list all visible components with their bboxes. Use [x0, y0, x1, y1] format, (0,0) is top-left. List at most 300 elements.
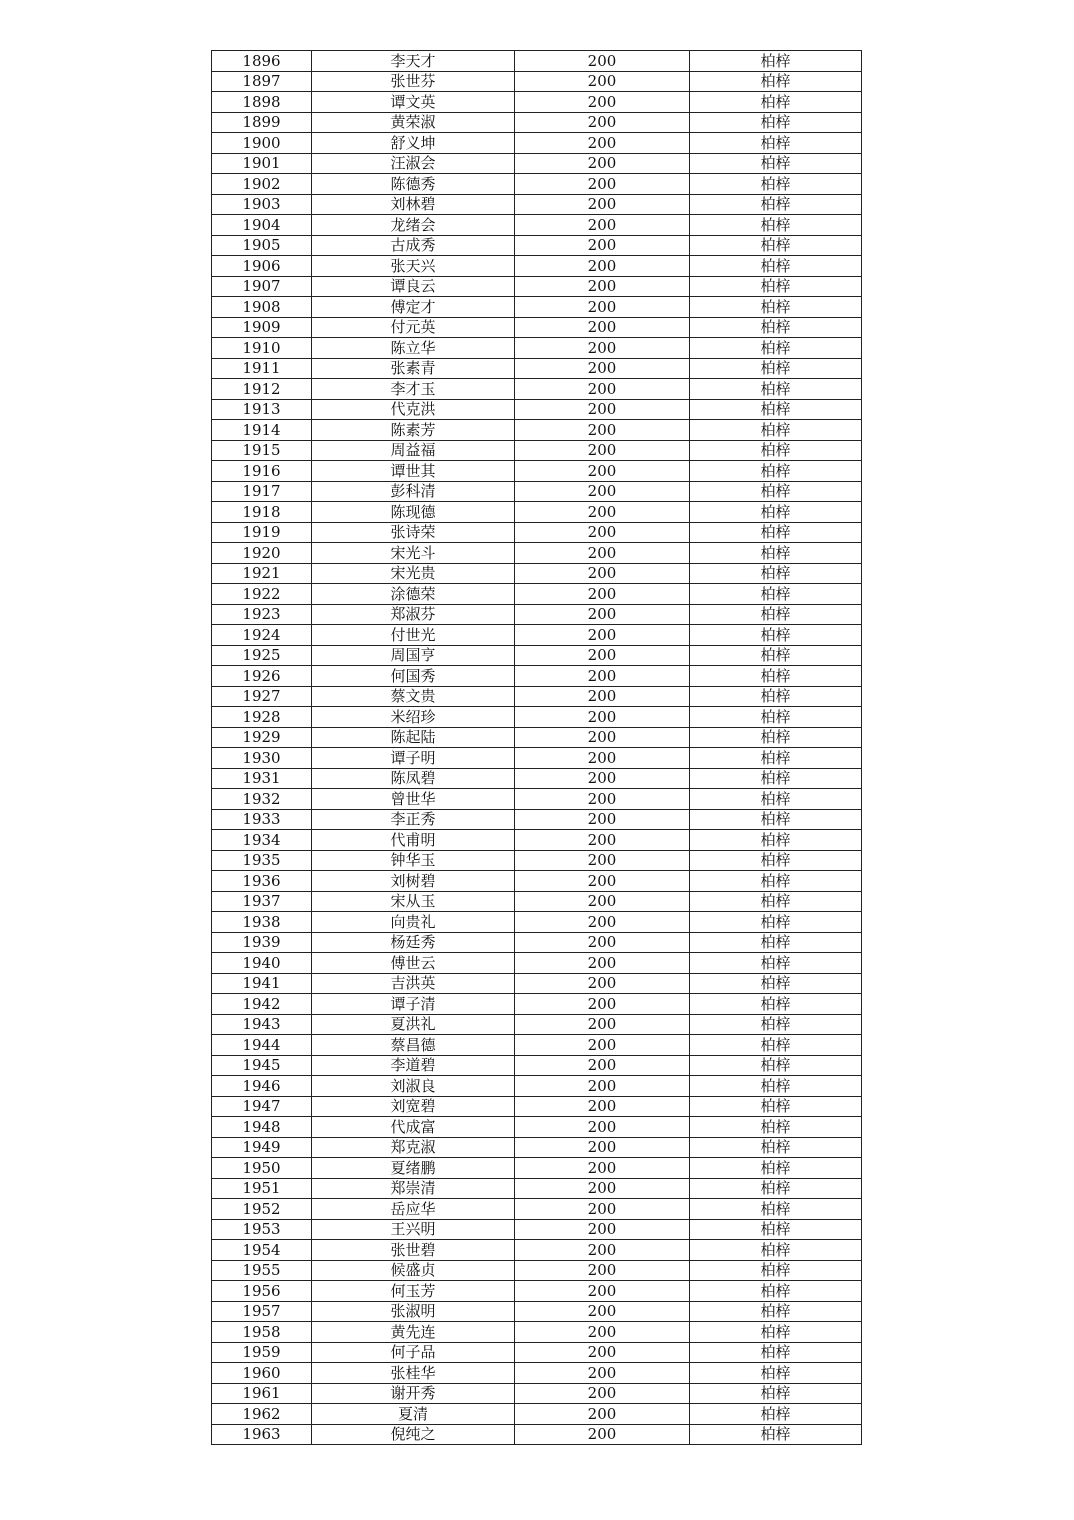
cell-id: 1925 — [212, 645, 312, 666]
table-row — [212, 1404, 862, 1425]
table-body — [212, 51, 862, 1445]
cell-name: 宋光贵 — [312, 563, 515, 584]
table-row — [212, 645, 862, 666]
cell-name: 张世碧 — [312, 1240, 515, 1261]
cell-id: 1905 — [212, 235, 312, 256]
cell-name: 岳应华 — [312, 1199, 515, 1220]
cell-amount: 200 — [515, 666, 690, 687]
cell-location: 柏梓 — [690, 645, 862, 666]
cell-name: 刘林碧 — [312, 194, 515, 215]
cell-amount: 200 — [515, 174, 690, 195]
cell-amount: 200 — [515, 1363, 690, 1384]
cell-name: 夏清 — [312, 1404, 515, 1425]
cell-amount: 200 — [515, 297, 690, 318]
cell-id: 1962 — [212, 1404, 312, 1425]
cell-id: 1931 — [212, 768, 312, 789]
table-row — [212, 625, 862, 646]
cell-id: 1896 — [212, 51, 312, 72]
table-row — [212, 481, 862, 502]
cell-amount: 200 — [515, 358, 690, 379]
cell-location: 柏梓 — [690, 1055, 862, 1076]
cell-location: 柏梓 — [690, 276, 862, 297]
data-table — [211, 50, 862, 1445]
cell-id: 1940 — [212, 953, 312, 974]
cell-name: 张素青 — [312, 358, 515, 379]
cell-id: 1921 — [212, 563, 312, 584]
cell-name: 刘宽碧 — [312, 1096, 515, 1117]
cell-amount: 200 — [515, 584, 690, 605]
cell-name: 宋从玉 — [312, 891, 515, 912]
cell-amount: 200 — [515, 727, 690, 748]
table-row — [212, 112, 862, 133]
table-row — [212, 1383, 862, 1404]
cell-name: 何子品 — [312, 1342, 515, 1363]
cell-amount: 200 — [515, 850, 690, 871]
table-row — [212, 973, 862, 994]
cell-id: 1919 — [212, 522, 312, 543]
table-row — [212, 850, 862, 871]
cell-amount: 200 — [515, 1137, 690, 1158]
cell-id: 1897 — [212, 71, 312, 92]
cell-location: 柏梓 — [690, 707, 862, 728]
cell-amount: 200 — [515, 1322, 690, 1343]
cell-id: 1963 — [212, 1424, 312, 1445]
cell-id: 1941 — [212, 973, 312, 994]
cell-name: 汪淑会 — [312, 153, 515, 174]
table-row — [212, 420, 862, 441]
cell-location: 柏梓 — [690, 891, 862, 912]
table-row — [212, 1322, 862, 1343]
cell-name: 黄先连 — [312, 1322, 515, 1343]
cell-name: 张桂华 — [312, 1363, 515, 1384]
table-row — [212, 1076, 862, 1097]
cell-amount: 200 — [515, 932, 690, 953]
cell-name: 吉洪英 — [312, 973, 515, 994]
cell-name: 张诗荣 — [312, 522, 515, 543]
cell-amount: 200 — [515, 1178, 690, 1199]
cell-id: 1945 — [212, 1055, 312, 1076]
cell-id: 1947 — [212, 1096, 312, 1117]
cell-name: 陈现德 — [312, 502, 515, 523]
cell-id: 1946 — [212, 1076, 312, 1097]
cell-amount: 200 — [515, 71, 690, 92]
table-row — [212, 51, 862, 72]
table-row — [212, 133, 862, 154]
table-row — [212, 994, 862, 1015]
cell-name: 张天兴 — [312, 256, 515, 277]
cell-id: 1927 — [212, 686, 312, 707]
table-row — [212, 522, 862, 543]
cell-location: 柏梓 — [690, 1301, 862, 1322]
table-row — [212, 1137, 862, 1158]
table-row — [212, 1199, 862, 1220]
cell-id: 1934 — [212, 830, 312, 851]
cell-location: 柏梓 — [690, 317, 862, 338]
cell-name: 张世芬 — [312, 71, 515, 92]
cell-id: 1942 — [212, 994, 312, 1015]
cell-amount: 200 — [515, 1383, 690, 1404]
cell-location: 柏梓 — [690, 358, 862, 379]
cell-amount: 200 — [515, 1076, 690, 1097]
table-row — [212, 768, 862, 789]
cell-id: 1915 — [212, 440, 312, 461]
cell-name: 李天才 — [312, 51, 515, 72]
cell-location: 柏梓 — [690, 235, 862, 256]
cell-location: 柏梓 — [690, 768, 862, 789]
cell-id: 1916 — [212, 461, 312, 482]
cell-amount: 200 — [515, 1342, 690, 1363]
cell-location: 柏梓 — [690, 1014, 862, 1035]
cell-name: 傅世云 — [312, 953, 515, 974]
cell-id: 1901 — [212, 153, 312, 174]
cell-location: 柏梓 — [690, 399, 862, 420]
cell-location: 柏梓 — [690, 1076, 862, 1097]
table-row — [212, 1342, 862, 1363]
cell-name: 谭良云 — [312, 276, 515, 297]
cell-id: 1909 — [212, 317, 312, 338]
cell-name: 付元英 — [312, 317, 515, 338]
cell-location: 柏梓 — [690, 1424, 862, 1445]
cell-name: 张淑明 — [312, 1301, 515, 1322]
cell-location: 柏梓 — [690, 92, 862, 113]
cell-name: 李正秀 — [312, 809, 515, 830]
cell-amount: 200 — [515, 625, 690, 646]
cell-location: 柏梓 — [690, 850, 862, 871]
cell-id: 1949 — [212, 1137, 312, 1158]
table-row — [212, 727, 862, 748]
table-row — [212, 1096, 862, 1117]
cell-location: 柏梓 — [690, 522, 862, 543]
table-row — [212, 789, 862, 810]
cell-name: 谭子清 — [312, 994, 515, 1015]
cell-location: 柏梓 — [690, 727, 862, 748]
cell-id: 1899 — [212, 112, 312, 133]
cell-id: 1951 — [212, 1178, 312, 1199]
table-row — [212, 1035, 862, 1056]
cell-location: 柏梓 — [690, 1137, 862, 1158]
cell-amount: 200 — [515, 133, 690, 154]
table-row — [212, 932, 862, 953]
cell-location: 柏梓 — [690, 604, 862, 625]
cell-location: 柏梓 — [690, 256, 862, 277]
cell-amount: 200 — [515, 235, 690, 256]
table-row — [212, 1260, 862, 1281]
cell-amount: 200 — [515, 461, 690, 482]
cell-location: 柏梓 — [690, 1035, 862, 1056]
cell-amount: 200 — [515, 1199, 690, 1220]
cell-location: 柏梓 — [690, 686, 862, 707]
table-row — [212, 92, 862, 113]
cell-location: 柏梓 — [690, 1281, 862, 1302]
cell-name: 代成富 — [312, 1117, 515, 1138]
cell-name: 陈凤碧 — [312, 768, 515, 789]
table-row — [212, 584, 862, 605]
cell-id: 1908 — [212, 297, 312, 318]
table-row — [212, 666, 862, 687]
cell-id: 1913 — [212, 399, 312, 420]
table-row — [212, 174, 862, 195]
cell-amount: 200 — [515, 481, 690, 502]
cell-amount: 200 — [515, 707, 690, 728]
cell-location: 柏梓 — [690, 994, 862, 1015]
cell-location: 柏梓 — [690, 1158, 862, 1179]
cell-location: 柏梓 — [690, 51, 862, 72]
cell-id: 1959 — [212, 1342, 312, 1363]
cell-id: 1938 — [212, 912, 312, 933]
cell-amount: 200 — [515, 912, 690, 933]
cell-amount: 200 — [515, 276, 690, 297]
cell-location: 柏梓 — [690, 1404, 862, 1425]
cell-name: 夏洪礼 — [312, 1014, 515, 1035]
cell-id: 1957 — [212, 1301, 312, 1322]
cell-name: 李才玉 — [312, 379, 515, 400]
cell-id: 1900 — [212, 133, 312, 154]
cell-location: 柏梓 — [690, 1322, 862, 1343]
table-row — [212, 871, 862, 892]
cell-id: 1920 — [212, 543, 312, 564]
table-row — [212, 1424, 862, 1445]
cell-amount: 200 — [515, 502, 690, 523]
cell-id: 1922 — [212, 584, 312, 605]
cell-location: 柏梓 — [690, 563, 862, 584]
cell-amount: 200 — [515, 256, 690, 277]
cell-amount: 200 — [515, 1158, 690, 1179]
cell-amount: 200 — [515, 1424, 690, 1445]
cell-name: 付世光 — [312, 625, 515, 646]
cell-name: 陈立华 — [312, 338, 515, 359]
table-row — [212, 256, 862, 277]
table-row — [212, 748, 862, 769]
cell-name: 陈德秀 — [312, 174, 515, 195]
cell-id: 1910 — [212, 338, 312, 359]
table-row — [212, 543, 862, 564]
cell-location: 柏梓 — [690, 440, 862, 461]
cell-id: 1956 — [212, 1281, 312, 1302]
cell-amount: 200 — [515, 543, 690, 564]
cell-name: 黄荣淑 — [312, 112, 515, 133]
cell-amount: 200 — [515, 563, 690, 584]
table-row — [212, 215, 862, 236]
table-row — [212, 1219, 862, 1240]
cell-location: 柏梓 — [690, 112, 862, 133]
table-row — [212, 891, 862, 912]
table-row — [212, 1281, 862, 1302]
table-row — [212, 194, 862, 215]
cell-location: 柏梓 — [690, 932, 862, 953]
cell-location: 柏梓 — [690, 338, 862, 359]
cell-name: 彭科清 — [312, 481, 515, 502]
cell-id: 1923 — [212, 604, 312, 625]
table-row — [212, 235, 862, 256]
table-row — [212, 338, 862, 359]
cell-id: 1958 — [212, 1322, 312, 1343]
cell-id: 1954 — [212, 1240, 312, 1261]
cell-location: 柏梓 — [690, 1260, 862, 1281]
table-row — [212, 379, 862, 400]
cell-amount: 200 — [515, 215, 690, 236]
cell-name: 陈起陆 — [312, 727, 515, 748]
table-row — [212, 1178, 862, 1199]
cell-id: 1950 — [212, 1158, 312, 1179]
cell-amount: 200 — [515, 420, 690, 441]
cell-id: 1929 — [212, 727, 312, 748]
table-row — [212, 953, 862, 974]
cell-amount: 200 — [515, 789, 690, 810]
cell-location: 柏梓 — [690, 420, 862, 441]
cell-amount: 200 — [515, 1240, 690, 1261]
cell-id: 1943 — [212, 1014, 312, 1035]
cell-amount: 200 — [515, 440, 690, 461]
cell-name: 候盛贞 — [312, 1260, 515, 1281]
cell-name: 龙绪会 — [312, 215, 515, 236]
cell-id: 1939 — [212, 932, 312, 953]
cell-name: 周益福 — [312, 440, 515, 461]
cell-location: 柏梓 — [690, 71, 862, 92]
table-row — [212, 358, 862, 379]
cell-amount: 200 — [515, 1301, 690, 1322]
cell-id: 1912 — [212, 379, 312, 400]
table-row — [212, 912, 862, 933]
cell-location: 柏梓 — [690, 1342, 862, 1363]
cell-id: 1960 — [212, 1363, 312, 1384]
table-row — [212, 563, 862, 584]
cell-amount: 200 — [515, 399, 690, 420]
cell-amount: 200 — [515, 317, 690, 338]
cell-id: 1961 — [212, 1383, 312, 1404]
table-row — [212, 297, 862, 318]
cell-id: 1933 — [212, 809, 312, 830]
cell-amount: 200 — [515, 338, 690, 359]
cell-id: 1918 — [212, 502, 312, 523]
table-row — [212, 707, 862, 728]
cell-location: 柏梓 — [690, 1363, 862, 1384]
table-row — [212, 1301, 862, 1322]
cell-location: 柏梓 — [690, 1199, 862, 1220]
cell-location: 柏梓 — [690, 215, 862, 236]
cell-amount: 200 — [515, 953, 690, 974]
cell-name: 古成秀 — [312, 235, 515, 256]
cell-location: 柏梓 — [690, 912, 862, 933]
cell-amount: 200 — [515, 1404, 690, 1425]
cell-id: 1953 — [212, 1219, 312, 1240]
cell-id: 1935 — [212, 850, 312, 871]
table-row — [212, 461, 862, 482]
cell-id: 1898 — [212, 92, 312, 113]
table-row — [212, 502, 862, 523]
cell-location: 柏梓 — [690, 625, 862, 646]
cell-name: 李道碧 — [312, 1055, 515, 1076]
cell-name: 郑淑芬 — [312, 604, 515, 625]
cell-name: 钟华玉 — [312, 850, 515, 871]
cell-amount: 200 — [515, 92, 690, 113]
cell-id: 1928 — [212, 707, 312, 728]
cell-amount: 200 — [515, 830, 690, 851]
table-row — [212, 686, 862, 707]
cell-id: 1924 — [212, 625, 312, 646]
cell-name: 蔡文贵 — [312, 686, 515, 707]
table-row — [212, 809, 862, 830]
cell-amount: 200 — [515, 1117, 690, 1138]
cell-location: 柏梓 — [690, 1240, 862, 1261]
cell-name: 刘淑良 — [312, 1076, 515, 1097]
cell-amount: 200 — [515, 379, 690, 400]
table-row — [212, 399, 862, 420]
cell-amount: 200 — [515, 604, 690, 625]
cell-amount: 200 — [515, 51, 690, 72]
cell-id: 1944 — [212, 1035, 312, 1056]
cell-name: 代甫明 — [312, 830, 515, 851]
cell-id: 1903 — [212, 194, 312, 215]
cell-name: 郑崇清 — [312, 1178, 515, 1199]
cell-id: 1936 — [212, 871, 312, 892]
cell-id: 1917 — [212, 481, 312, 502]
cell-name: 郑克淑 — [312, 1137, 515, 1158]
cell-amount: 200 — [515, 153, 690, 174]
cell-id: 1955 — [212, 1260, 312, 1281]
cell-name: 谢开秀 — [312, 1383, 515, 1404]
cell-amount: 200 — [515, 973, 690, 994]
cell-location: 柏梓 — [690, 153, 862, 174]
cell-location: 柏梓 — [690, 830, 862, 851]
cell-name: 向贵礼 — [312, 912, 515, 933]
cell-location: 柏梓 — [690, 194, 862, 215]
cell-location: 柏梓 — [690, 1096, 862, 1117]
cell-id: 1937 — [212, 891, 312, 912]
cell-amount: 200 — [515, 645, 690, 666]
table-row — [212, 1363, 862, 1384]
table-row — [212, 1117, 862, 1138]
cell-location: 柏梓 — [690, 133, 862, 154]
cell-id: 1902 — [212, 174, 312, 195]
cell-name: 何国秀 — [312, 666, 515, 687]
cell-name: 谭世其 — [312, 461, 515, 482]
cell-id: 1911 — [212, 358, 312, 379]
cell-amount: 200 — [515, 112, 690, 133]
cell-name: 蔡昌德 — [312, 1035, 515, 1056]
cell-location: 柏梓 — [690, 953, 862, 974]
table-row — [212, 276, 862, 297]
table-row — [212, 830, 862, 851]
cell-location: 柏梓 — [690, 297, 862, 318]
cell-id: 1926 — [212, 666, 312, 687]
cell-amount: 200 — [515, 809, 690, 830]
cell-amount: 200 — [515, 1096, 690, 1117]
cell-location: 柏梓 — [690, 666, 862, 687]
cell-name: 陈素芳 — [312, 420, 515, 441]
table-row — [212, 1014, 862, 1035]
cell-location: 柏梓 — [690, 1178, 862, 1199]
cell-amount: 200 — [515, 686, 690, 707]
cell-name: 王兴明 — [312, 1219, 515, 1240]
cell-amount: 200 — [515, 768, 690, 789]
cell-location: 柏梓 — [690, 789, 862, 810]
cell-location: 柏梓 — [690, 809, 862, 830]
table-row — [212, 440, 862, 461]
cell-name: 傅定才 — [312, 297, 515, 318]
cell-amount: 200 — [515, 194, 690, 215]
cell-id: 1952 — [212, 1199, 312, 1220]
cell-name: 谭文英 — [312, 92, 515, 113]
cell-amount: 200 — [515, 1055, 690, 1076]
cell-amount: 200 — [515, 1219, 690, 1240]
table-row — [212, 71, 862, 92]
cell-location: 柏梓 — [690, 174, 862, 195]
cell-location: 柏梓 — [690, 379, 862, 400]
cell-id: 1948 — [212, 1117, 312, 1138]
table-row — [212, 1158, 862, 1179]
cell-name: 曾世华 — [312, 789, 515, 810]
cell-amount: 200 — [515, 522, 690, 543]
